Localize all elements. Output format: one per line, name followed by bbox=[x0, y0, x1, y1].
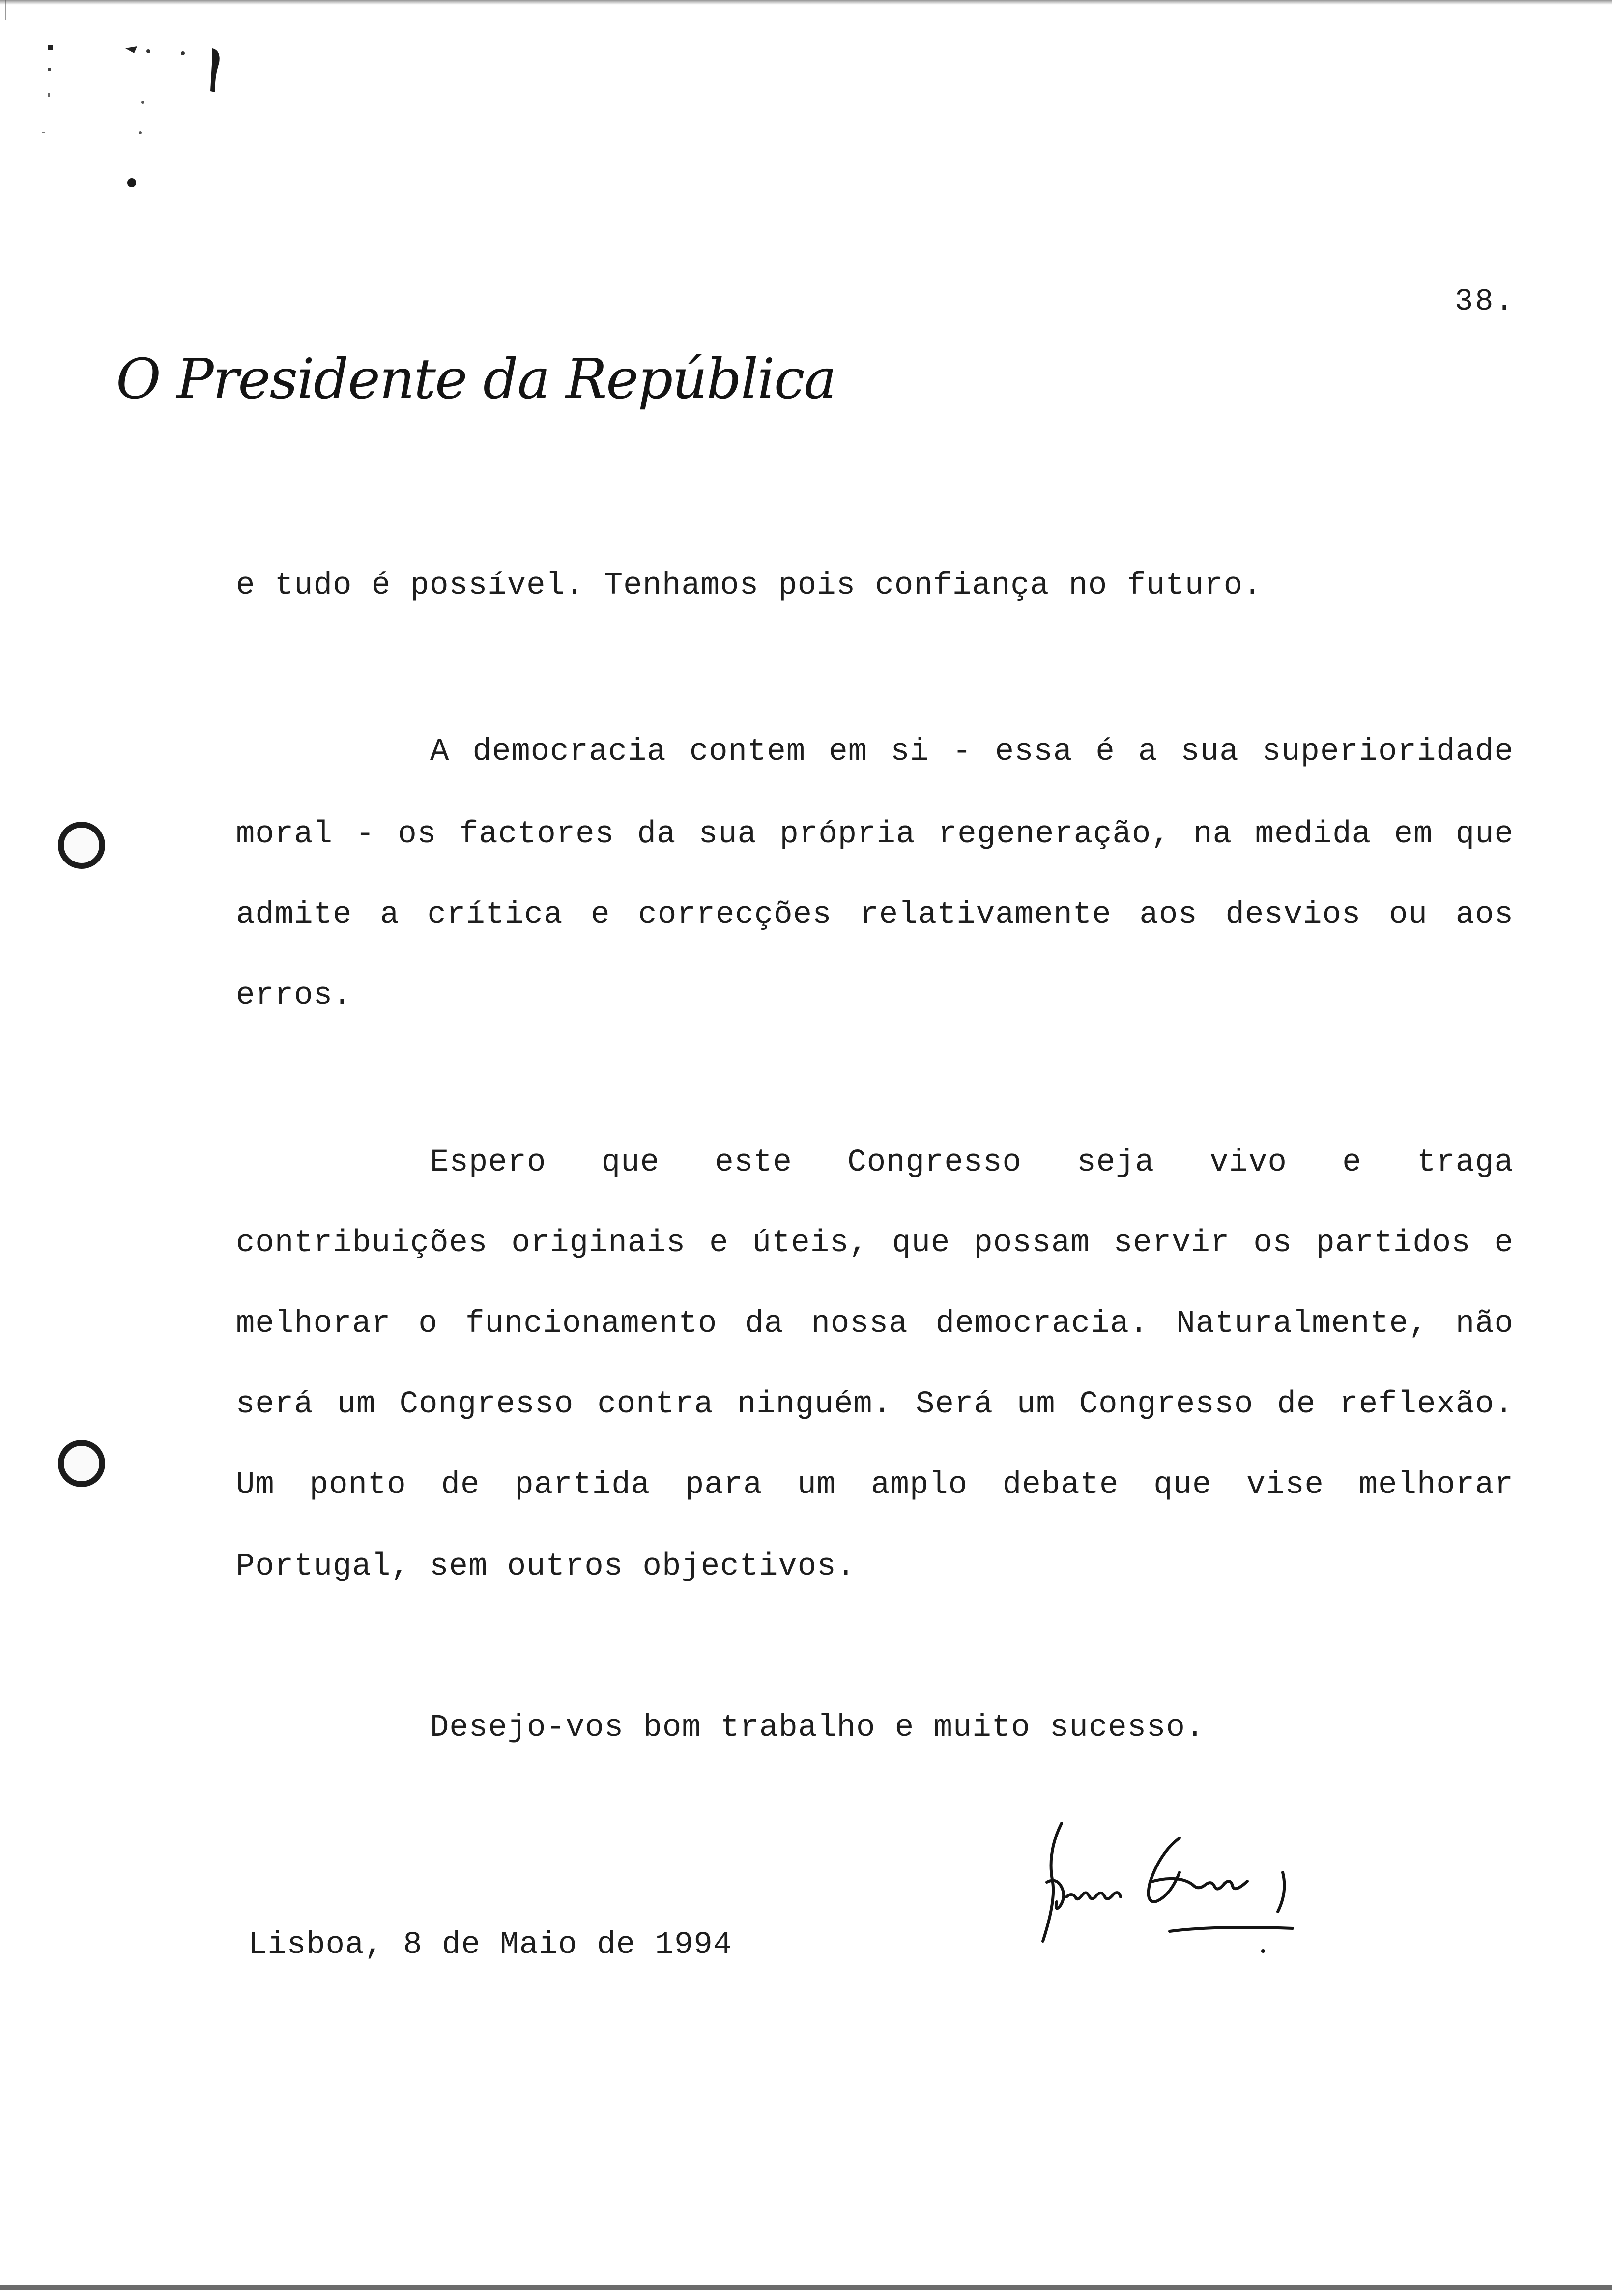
punch-hole bbox=[58, 822, 105, 869]
page-number: 38. bbox=[1455, 284, 1516, 319]
body-line: admite a crítica e correcções relativamente aos desvios ou aos bbox=[236, 897, 1514, 933]
body-line: erros. bbox=[236, 978, 352, 1013]
body-line: moral - os factores da sua própria regeneração, na medida em que bbox=[236, 817, 1514, 852]
body-line: A democracia contem em si - essa é a sua superioridade bbox=[430, 734, 1514, 770]
body-line: Portugal, sem outros objectivos. bbox=[236, 1549, 856, 1584]
scan-specks bbox=[0, 0, 1612, 206]
body-line: contribuições originais e úteis, que possam servir os partidos e bbox=[236, 1226, 1514, 1261]
body-line: Espero que este Congresso seja vivo e traga bbox=[430, 1145, 1514, 1180]
closing-line: Desejo-vos bom trabalho e muito sucesso. bbox=[430, 1710, 1205, 1746]
punch-hole bbox=[58, 1440, 105, 1487]
date-line: Lisboa, 8 de Maio de 1994 bbox=[248, 1927, 733, 1963]
letterhead-title: O Presidente da República bbox=[116, 347, 836, 411]
body-line: será um Congresso contra ninguém. Será um Congresso de reflexão. bbox=[236, 1387, 1514, 1422]
body-line: e tudo é possível. Tenhamos pois confiança no futuro. bbox=[236, 568, 1263, 603]
scan-bottom-edge bbox=[0, 2285, 1612, 2290]
body-line: melhorar o funcionamento da nossa democracia. Naturalmente, não bbox=[236, 1306, 1514, 1342]
signature bbox=[1027, 1808, 1312, 1971]
body-line: Um ponto de partida para um amplo debate que vise melhorar bbox=[236, 1467, 1514, 1503]
letterhead-logo bbox=[113, 339, 836, 428]
